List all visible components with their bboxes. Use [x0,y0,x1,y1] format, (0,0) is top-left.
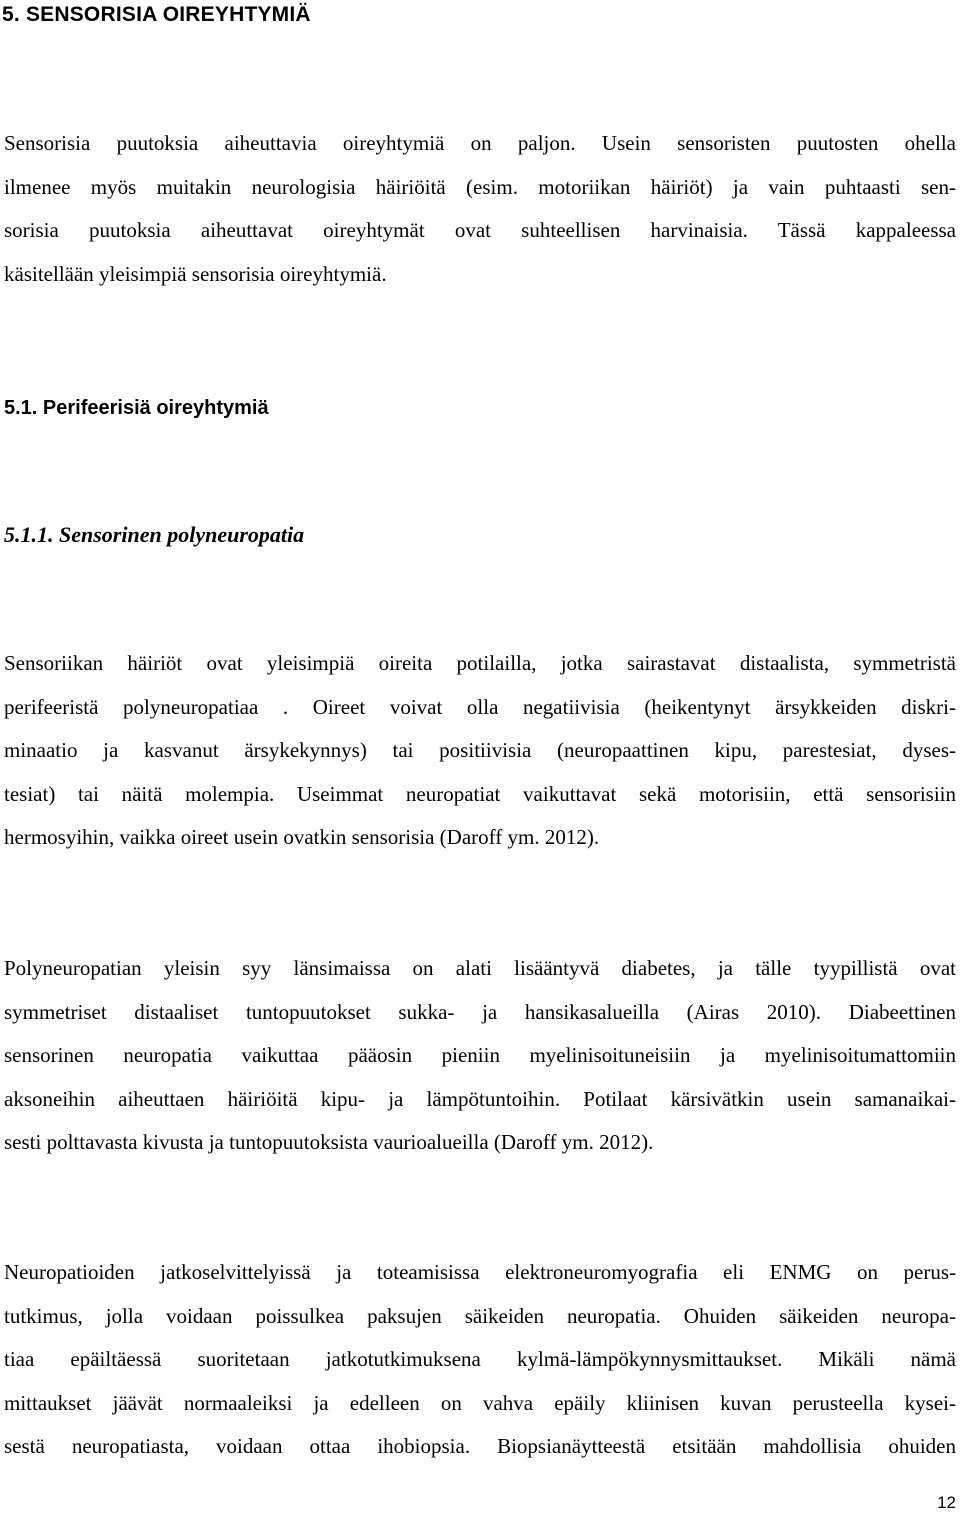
section-heading: 5.1. Perifeerisiä oireyhtymiä [4,397,269,419]
text-line: minaatio ja kasvanut ärsykekynnys) tai positiivisia (neuropaattinen kipu, parestesiat, dyses- [4,738,956,762]
text-line: sensorinen neuropatia vaikuttaa pääosin pieniin myelinisoituneisiin ja myelinisoitumattomiin [4,1043,956,1067]
text-line: Neuropatioiden jatkoselvittelyissä ja toteamisissa elektroneuromyografia eli ENMG on perus- [4,1260,956,1284]
paragraph-2 [4,947,956,1165]
intro-paragraph [4,122,956,296]
paragraph-3 [4,1251,956,1469]
paragraph-1 [4,642,956,860]
text-line: aksoneihin aiheuttaen häiriöitä kipu- ja lämpötuntoihin. Potilaat kärsivätkin usein samanaikai- [4,1086,956,1111]
text-line: tiaa epäiltäessä suoritetaan jatkotutkimuksena kylmä-lämpökynnysmittaukset. Mikäli nämä [4,1347,956,1371]
text-line: Polyneuropatian yleisin syy länsimaissa on alati lisääntyvä diabetes, ja tälle tyypillistä ovat [4,956,956,980]
text-line: tesiat) tai näitä molempia. Useimmat neuropatiat vaikuttavat sekä motorisiin, että sensorisiin [4,781,956,806]
text-line: sorisia puutoksia aiheuttavat oireyhtymät ovat suhteellisen harvinaisia. Tässä kappaleessa [4,218,956,242]
text-line: sesti polttavasta kivusta ja tuntopuutoksista vaurioalueilla (Daroff ym. 2012). [4,1130,654,1154]
text-line: perifeeristä polyneuropatiaa . Oireet voivat olla negatiivisia (heikentynyt ärsykkeiden diskri- [4,694,956,719]
subsection-heading: 5.1.1. Sensorinen polyneuropatia [4,522,305,547]
text-line: ilmenee myös muitakin neurologisia häiriöitä (esim. motoriikan häiriöt) ja vain puhtaasti sen- [4,174,956,199]
text-line: Sensorisia puutoksia aiheuttavia oireyhtymiä on paljon. Usein sensoristen puutosten ohella [4,131,956,155]
text-line: sestä neuropatiasta, voidaan ottaa ihobiopsia. Biopsianäytteestä etsitään mahdollisia ohuiden [4,1434,956,1458]
text-line: tutkimus, jolla voidaan poissulkea paksujen säikeiden neuropatia. Ohuiden säikeiden neuropa- [4,1303,956,1328]
text-line: symmetriset distaaliset tuntopuutokset sukka- ja hansikasalueilla (Airas 2010). Diabeettinen [4,999,956,1024]
page-number: 12 [937,1493,956,1512]
text-line: käsitellään yleisimpiä sensorisia oireyhtymiä. [4,261,387,286]
text-line: hermosyihin, vaikka oireet usein ovatkin sensorisia (Daroff ym. 2012). [4,825,600,849]
chapter-heading: 5. SENSORISIA OIREYHTYMIÄ [2,3,311,26]
text-line: mittaukset jäävät normaaleiksi ja edelleen on vahva epäily kliinisen kuvan perusteella kysei- [4,1390,956,1415]
text-line: Sensoriikan häiriöt ovat yleisimpiä oireita potilailla, jotka sairastavat distaalista, symmetristä [4,651,956,675]
